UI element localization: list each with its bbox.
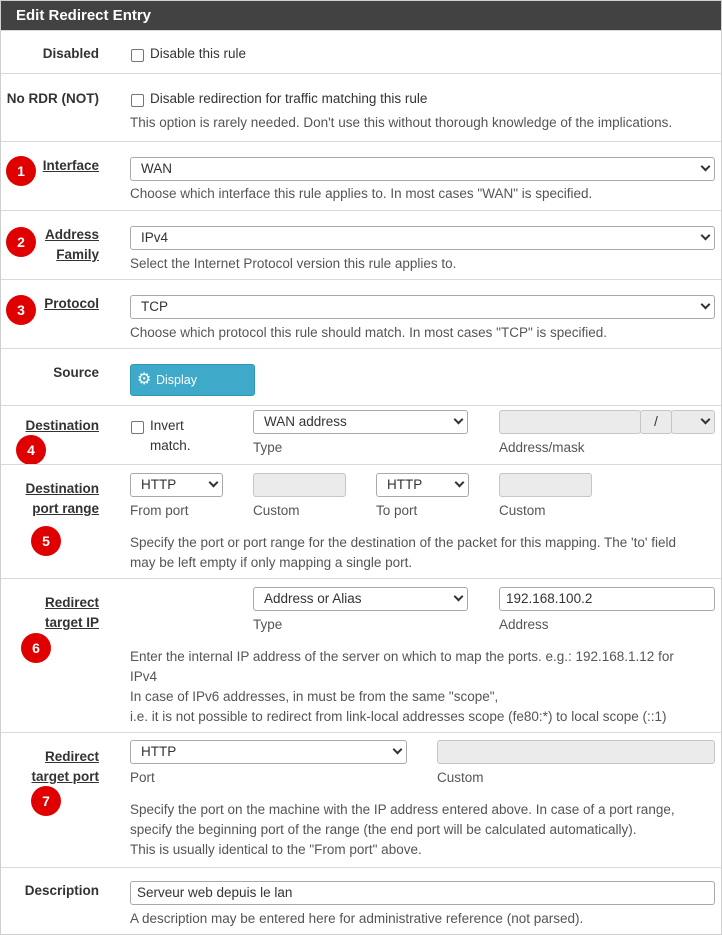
row-dest-port-range [1, 464, 721, 578]
redirect-port-help-line1: Specify the port on the machine with the IP address entered above. In case of a port range, [130, 802, 675, 817]
source-label: Source [53, 365, 99, 380]
from-port-custom-label: Custom [253, 503, 300, 518]
redirect-ip-address-label: Address [499, 617, 549, 632]
interface-value: WAN [141, 161, 172, 176]
row-nordr [1, 73, 721, 141]
redirect-ip-label-line2: target IP [44, 615, 99, 630]
chevron-down-icon [454, 415, 464, 425]
chevron-down-icon [701, 415, 711, 425]
destination-mask-select[interactable] [671, 410, 715, 434]
disabled-label: Disabled [42, 46, 99, 61]
redirect-ip-help-line1: Enter the internal IP address of the server on which to map the ports. e.g.: 192.168.1.12 for [130, 649, 674, 664]
address-family-label-line2: Family [56, 247, 99, 262]
row-source [1, 348, 721, 417]
invert-match-line2: match. [150, 438, 191, 453]
protocol-help: Choose which protocol this rule should match. In most cases "TCP" is specified. [130, 325, 608, 340]
description-label: Description [24, 883, 99, 898]
row-disabled [1, 30, 721, 73]
panel-title: Edit Redirect Entry [1, 1, 721, 30]
dest-port-help-line2: may be left empty if only mapping a single port. [130, 555, 413, 570]
step-badge-7: 7 [31, 786, 61, 816]
destination-type-select[interactable] [253, 410, 468, 434]
redirect-ip-address-input[interactable] [499, 587, 715, 611]
interface-select[interactable] [130, 157, 715, 181]
interface-help: Choose which interface this rule applies to. In most cases "WAN" is specified. [130, 186, 593, 201]
from-port-select[interactable] [130, 473, 223, 497]
chevron-down-icon [701, 300, 711, 310]
description-value: Serveur web depuis le lan [137, 885, 293, 900]
redirect-port-custom-input[interactable] [437, 740, 715, 764]
destination-address-input[interactable] [499, 410, 641, 434]
destination-address-label: Address/mask [499, 440, 585, 455]
redirect-port-value: HTTP [141, 744, 177, 759]
disable-rule-checkbox[interactable] [131, 49, 144, 62]
chevron-down-icon [209, 478, 219, 488]
redirect-ip-label-line1: Redirect [44, 595, 99, 610]
from-port-value: HTTP [141, 477, 177, 492]
to-port-value: HTTP [387, 477, 423, 492]
gear-icon: ⚙ [137, 371, 152, 388]
row-description [1, 867, 721, 935]
from-port-custom-input[interactable] [253, 473, 346, 497]
row-redirect-port [1, 732, 721, 867]
step-badge-3: 3 [6, 295, 36, 325]
interface-label: Interface [42, 158, 99, 173]
to-port-custom-input[interactable] [499, 473, 592, 497]
redirect-port-label: Port [130, 770, 155, 785]
redirect-port-label-line1: Redirect [44, 749, 99, 764]
row-protocol [1, 279, 721, 348]
row-address-family [1, 210, 721, 279]
to-port-select[interactable] [376, 473, 469, 497]
row-destination [1, 405, 721, 464]
display-advanced-button[interactable] [130, 364, 255, 417]
destination-type-label: Type [253, 440, 283, 455]
redirect-ip-help-line2: IPv4 [130, 669, 158, 684]
dest-port-help-line1: Specify the port or port range for the destination of the packet for this mapping. The 'to' field [130, 535, 676, 550]
step-badge-1: 1 [6, 156, 36, 186]
description-input[interactable] [130, 881, 715, 905]
to-port-custom-label: Custom [499, 503, 546, 518]
protocol-select[interactable] [130, 295, 715, 319]
redirect-port-select[interactable] [130, 740, 407, 764]
redirect-ip-help-line4: i.e. it is not possible to redirect from link-local addresses scope (fe80:*) to local scope (::1) [130, 709, 667, 724]
address-family-help: Select the Internet Protocol version this rule applies to. [130, 256, 457, 271]
chevron-down-icon [701, 162, 711, 172]
protocol-label: Protocol [44, 296, 99, 311]
nordr-help: This option is rarely needed. Don't use this without thorough knowledge of the implications. [130, 115, 673, 130]
chevron-down-icon [393, 745, 403, 755]
redirect-port-help-line3: This is usually identical to the "From port" above. [130, 842, 422, 857]
redirect-port-custom-label: Custom [437, 770, 484, 785]
redirect-ip-type-select[interactable] [253, 587, 468, 611]
step-badge-2: 2 [6, 227, 36, 257]
nordr-label: No RDR (NOT) [6, 91, 99, 106]
redirect-port-help-line2: specify the beginning port of the range (the end port will be calculated automatically). [130, 822, 637, 837]
address-family-select[interactable] [130, 226, 715, 250]
dest-port-label-line1: Destination [25, 481, 99, 496]
chevron-down-icon [455, 478, 465, 488]
from-port-label: From port [130, 503, 189, 518]
protocol-value: TCP [141, 299, 168, 314]
step-badge-5: 5 [31, 526, 61, 556]
redirect-ip-type-value: Address or Alias [264, 591, 362, 606]
step-badge-4: 4 [16, 435, 46, 465]
nordr-text: Disable redirection for traffic matching this rule [150, 91, 428, 106]
disable-rule-text: Disable this rule [150, 46, 247, 61]
redirect-ip-help-line3: In case of IPv6 addresses, in must be from the same "scope", [130, 689, 499, 704]
row-interface [1, 141, 721, 210]
address-family-label-line1: Address [44, 227, 99, 242]
invert-match-line1: Invert [150, 418, 184, 433]
row-redirect-ip [1, 578, 721, 732]
display-advanced-label: Display Advanced [156, 373, 212, 417]
mask-separator [640, 410, 672, 434]
chevron-down-icon [454, 592, 464, 602]
redirect-ip-type-label: Type [253, 617, 283, 632]
destination-label: Destination [25, 418, 99, 433]
chevron-down-icon [701, 231, 711, 241]
invert-match-checkbox[interactable] [131, 421, 144, 434]
step-badge-6: 6 [21, 633, 51, 663]
nordr-checkbox[interactable] [131, 94, 144, 107]
redirect-ip-address-value: 192.168.100.2 [506, 591, 593, 606]
address-family-value: IPv4 [141, 230, 169, 245]
mask-separator-text: / [654, 414, 658, 429]
redirect-port-label-line2: target port [31, 769, 99, 784]
dest-port-label-line2: port range [32, 501, 99, 516]
to-port-label: To port [376, 503, 418, 518]
description-help: A description may be entered here for administrative reference (not parsed). [130, 911, 584, 926]
destination-type-value: WAN address [264, 414, 347, 429]
